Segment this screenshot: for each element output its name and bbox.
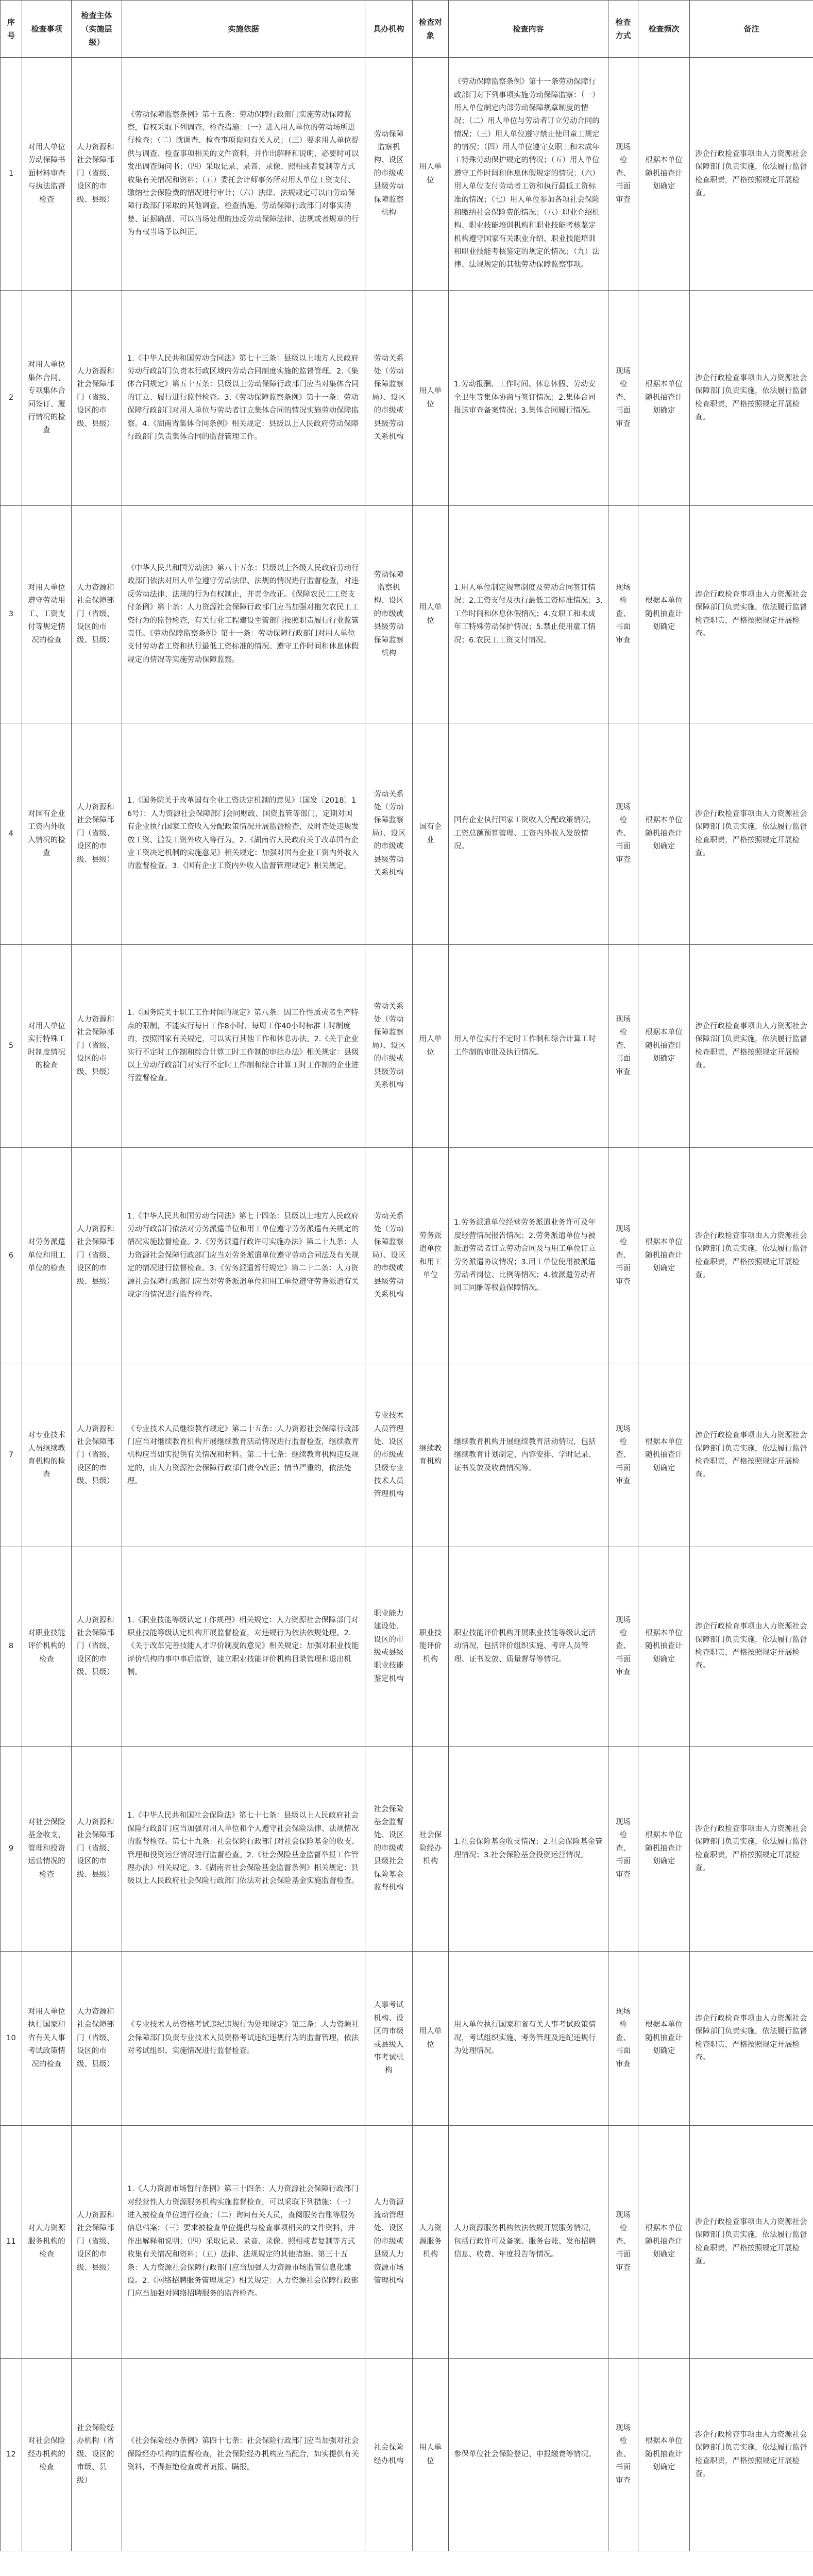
inspection-content-cell: 继续教育机构开展继续教育活动情况，包括继续教育计划制定、内容安排、学时记录、证书发放及收费情况等。 — [449, 1364, 608, 1547]
inspection-item-cell: 对社会保险基金收支、管理和投资运营情况的检查 — [22, 1747, 72, 1952]
table-row — [1, 2359, 813, 2551]
table-row — [1, 1148, 813, 1364]
remarks-cell: 涉企行政检查事项由人力资源社会保障部门负责实施，依法履行监督检查职责，严格按照规定开展检查。 — [690, 58, 813, 291]
inspection-frequency-cell: 根据本单位随机抽查计划确定 — [638, 2126, 690, 2359]
inspection-item-cell: 对用人单位执行国家和省有关人事考试政策情况的检查 — [22, 1952, 72, 2126]
remarks-cell: 涉企行政检查事项由人力资源社会保障部门负责实施，依法履行监督检查职责，严格按照规定开展检查。 — [690, 1148, 813, 1364]
basis-text-cell: 1.《中华人民共和国社会保险法》第七十七条：县级以上人民政府社会保险行政部门应当加强对用人单位和个人遵守社会保险法律、法规情况的监督检查。第七十九条：社会保险行政部门对社会保险基金的收支、管理和投资运营情况进行监督检查。2.《社会保险基金监督举报工作管理办法》相关规定。3.《湖南省社会保险基金监督条例》相关规定：县级以上人民政府社会保险行政部门依法对社会保险基金实施监督检查。 — [122, 1747, 365, 1952]
handling-body-cell: 专业技术人员管理处、设区的市级或县级专业技术人员管理机构 — [365, 1364, 413, 1547]
basis-text-cell: 《社会保险经办条例》第四十七条：社会保险行政部门应当加强对社会保险经办机构的监督检查，社会保险经办机构应当配合，如实提供有关资料，不得拒绝检查或者谎报、瞒报。 — [122, 2359, 365, 2551]
header-inspection-content: 检查内容 — [449, 1, 608, 58]
inspection-object-cell: 继续教育机构 — [413, 1364, 449, 1547]
inspection-level-cell: 人力资源和社会保障部门（省级、设区的市级、县级） — [72, 723, 122, 945]
row-index-cell: 10 — [1, 1952, 22, 2126]
inspection-item-cell: 对职业技能评价机构的检查 — [22, 1547, 72, 1747]
inspection-level-cell: 人力资源和社会保障部门（省级、设区的市级、县级） — [72, 2126, 122, 2359]
row-index-cell: 1 — [1, 58, 22, 291]
table-row — [1, 723, 813, 945]
row-index-cell: 4 — [1, 723, 22, 945]
inspection-content-cell: 1.用人单位制定规章制度及劳动合同签订情况；2.工资支付及执行最低工资标准情况；3.工作时间和休息休假情况；4.女职工和未成年工特殊劳动保护情况；5.禁止使用童工情况；6.农民工工资支付情况。 — [449, 506, 608, 723]
inspection-method-cell: 现场检查、书面审查 — [608, 723, 638, 945]
inspection-content-cell: 用人单位执行国家和省有关人事考试政策情况，考试组织实施、考务管理及违纪违规行为处理情况。 — [449, 1952, 608, 2126]
handling-body-cell: 劳动关系处（劳动保障监察局）、设区的市级或县级劳动关系机构 — [365, 945, 413, 1148]
inspection-frequency-cell: 根据本单位随机抽查计划确定 — [638, 1364, 690, 1547]
table-row — [1, 1364, 813, 1547]
basis-text-cell: 《劳动保障监察条例》第十五条：劳动保障行政部门实施劳动保障监察，有权采取下列调查、检查措施：（一）进入用人单位的劳动场所进行检查；（二）就调查、检查事项询问有关人员；（三）要求用人单位提供与调查、检查事项相关的文件资料，并作出解释和说明，必要时可以发出调查询问书；（四）采取记录、录音、录像、照相或者复制等方式收集有关情况和资料；（五）委托会计师事务所对用人单位工资支付、缴纳社会保险费的情况进行审计；（六）法律、法规规定可以由劳动保障行政部门采取的其他调查、检查措施。劳动保障行政部门对事实清楚、证据确凿、可以当场处理的违反劳动保障法律、法规或者规章的行为有权当场予以纠正。 — [122, 58, 365, 291]
basis-text-cell: 《专业技术人员继续教育规定》第二十五条：人力资源社会保障行政部门应当对继续教育机构开展继续教育活动情况进行监督检查，继续教育机构应当如实提供有关情况和材料。第二十七条：继续教育机构违反规定的，由人力资源社会保障行政部门责令改正；情节严重的，依法处理。 — [122, 1364, 365, 1547]
inspection-method-cell: 现场检查、书面审查 — [608, 1747, 638, 1952]
header-basis: 实施依据 — [122, 1, 365, 58]
table-row — [1, 506, 813, 723]
inspection-frequency-cell: 根据本单位随机抽查计划确定 — [638, 723, 690, 945]
basis-text-cell: 1.《人力资源市场暂行条例》第三十四条：人力资源社会保障行政部门对经营性人力资源服务机构实施监督检查，可以采取下列措施：（一）进入被检查单位进行检查；（二）询问有关人员，查阅服务台账等服务信息档案；（三）要求被检查单位提供与检查事项相关的文件资料，并作出解释和说明；（四）采取记录、录音、录像、照相或者复制等方式收集有关情况和资料；（五）法律、法规规定的其他措施。第三十五条：人力资源社会保障行政部门应当加强人力资源市场监管信息化建设。2.《网络招聘服务管理规定》相关规定：人力资源社会保障行政部门应当加强对网络招聘服务的监督检查。 — [122, 2126, 365, 2359]
inspection-level-cell: 人力资源和社会保障部门（省级、设区的市级、县级） — [72, 58, 122, 291]
inspection-frequency-cell: 根据本单位随机抽查计划确定 — [638, 506, 690, 723]
inspection-content-cell: 参保单位社会保险登记、申报缴费等情况。 — [449, 2359, 608, 2551]
header-inspection-item: 检查事项 — [22, 1, 72, 58]
handling-body-cell: 劳动关系处（劳动保障监察局）、设区的市级或县级劳动关系机构 — [365, 1148, 413, 1364]
inspection-method-cell: 现场检查、书面审查 — [608, 1952, 638, 2126]
row-index-cell: 2 — [1, 291, 22, 506]
handling-body-cell: 职业能力建设处、设区的市级或县级职业技能鉴定机构 — [365, 1547, 413, 1747]
inspection-item-cell: 对用人单位集体合同、专项集体合同签订、履行情况的检查 — [22, 291, 72, 506]
inspection-level-cell: 人力资源和社会保障部门（省级、设区的市级、县级） — [72, 1952, 122, 2126]
inspection-frequency-cell: 根据本单位随机抽查计划确定 — [638, 291, 690, 506]
handling-body-cell: 人事考试机构、设区的市级或县级人事考试机构 — [365, 1952, 413, 2126]
inspection-method-cell: 现场检查、书面审查 — [608, 1364, 638, 1547]
handling-body-cell: 社会保险经办机构 — [365, 2359, 413, 2551]
inspection-frequency-cell: 根据本单位随机抽查计划确定 — [638, 2359, 690, 2551]
inspection-method-cell: 现场检查、书面审查 — [608, 58, 638, 291]
inspection-method-cell: 现场检查、书面审查 — [608, 2359, 638, 2551]
row-index-cell: 7 — [1, 1364, 22, 1547]
remarks-cell: 涉企行政检查事项由人力资源社会保障部门负责实施，依法履行监督检查职责，严格按照规定开展检查。 — [690, 506, 813, 723]
table-row — [1, 58, 813, 291]
header-inspection-method: 检查方式 — [608, 1, 638, 58]
inspection-frequency-cell: 根据本单位随机抽查计划确定 — [638, 1547, 690, 1747]
inspection-level-cell: 社会保险经办机构（省级、设区的市级、县级） — [72, 2359, 122, 2551]
basis-text-cell: 1.《国务院关于职工工作时间的规定》第八条：因工作性质或者生产特点的限制，不能实行每日工作8小时、每周工作40小时标准工时制度的，按照国家有关规定，可以实行其他工作和休息办法。2.《关于企业实行不定时工作制和综合计算工时工作制的审批办法》相关规定：县级以上劳动行政部门对实行不定时工作制和综合计算工时工作制的企业进行监督检查。 — [122, 945, 365, 1148]
inspection-level-cell: 人力资源和社会保障部门（省级、设区的市级、县级） — [72, 1547, 122, 1747]
inspection-level-cell: 人力资源和社会保障部门（省级、设区的市级、县级） — [72, 506, 122, 723]
inspection-method-cell: 现场检查、书面审查 — [608, 291, 638, 506]
inspection-object-cell: 用人单位 — [413, 945, 449, 1148]
inspection-item-cell: 对国有企业工资内外收入情况的检查 — [22, 723, 72, 945]
inspection-item-cell: 对人力资源服务机构的检查 — [22, 2126, 72, 2359]
handling-body-cell: 劳动关系处（劳动保障监察局）、设区的市级或县级劳动关系机构 — [365, 291, 413, 506]
remarks-cell: 涉企行政检查事项由人力资源社会保障部门负责实施，依法履行监督检查职责，严格按照规定开展检查。 — [690, 945, 813, 1148]
handling-body-cell: 劳动保障监察机构、设区的市级或县级劳动保障监察机构 — [365, 58, 413, 291]
header-handling-body: 具办机构 — [365, 1, 413, 58]
row-index-cell: 8 — [1, 1547, 22, 1747]
inspection-frequency-cell: 根据本单位随机抽查计划确定 — [638, 1747, 690, 1952]
inspection-item-cell: 对用人单位劳动保障书面材料审查与执法监督检查 — [22, 58, 72, 291]
remarks-cell: 涉企行政检查事项由人力资源社会保障部门负责实施，依法履行监督检查职责，严格按照规定开展检查。 — [690, 291, 813, 506]
header-index: 序号 — [1, 1, 22, 58]
inspection-object-cell: 用人单位 — [413, 58, 449, 291]
inspection-method-cell: 现场检查、书面审查 — [608, 506, 638, 723]
inspection-method-cell: 现场检查、书面审查 — [608, 2126, 638, 2359]
inspection-object-cell: 劳务派遣单位和用工单位 — [413, 1148, 449, 1364]
basis-text-cell: 《中华人民共和国劳动法》第八十五条：县级以上各级人民政府劳动行政部门依法对用人单位遵守劳动法律、法规的情况进行监督检查，对违反劳动法律、法规的行为有权制止，并责令改正。《保障农民工工资支付条例》第十条：人力资源社会保障行政部门应当加强对拖欠农民工工资行为的监督检查，有关行业工程建设主管部门按照职责履行行业监管责任。《劳动保障监察条例》第十一条：劳动保障行政部门对用人单位支付劳动者工资和执行最低工资标准的情况、遵守工作时间和休息休假规定的情况等实施劳动保障监察。 — [122, 506, 365, 723]
inspection-item-cell: 对专业技术人员继续教育机构的检查 — [22, 1364, 72, 1547]
remarks-cell: 涉企行政检查事项由人力资源社会保障部门负责实施，依法履行监督检查职责，严格按照规定开展检查。 — [690, 1364, 813, 1547]
inspection-frequency-cell: 根据本单位随机抽查计划确定 — [638, 1148, 690, 1364]
basis-text-cell: 1.《中华人民共和国劳动合同法》第七十三条：县级以上地方人民政府劳动行政部门负责本行政区域内劳动合同制度实施的监督管理。2.《集体合同规定》第五十五条：县级以上劳动保障行政部门应当对集体合同的订立、履行进行监督检查。3.《劳动保障监察条例》第十一条：劳动保障行政部门对用人单位与劳动者订立集体合同的情况实施劳动保障监察。4.《湖南省集体合同条例》相关规定：县级以上人民政府劳动保障行政部门负责集体合同的监督管理工作。 — [122, 291, 365, 506]
inspection-level-cell: 人力资源和社会保障部门（省级、设区的市级、县级） — [72, 1364, 122, 1547]
inspection-level-cell: 人力资源和社会保障部门（省级、设区的市级、县级） — [72, 945, 122, 1148]
inspection-content-cell: 职业技能评价机构开展职业技能等级认定活动情况，包括评价组织实施、考评人员管理、证书发放、质量督导等情况。 — [449, 1547, 608, 1747]
basis-text-cell: 1.《国务院关于改革国有企业工资决定机制的意见》（国发〔2018〕16号）：人力资源社会保障部门会同财政、国资监管等部门，定期对国有企业执行国家工资收入分配政策情况开展监督检查，及时查处违规发放工资、滥发工资外收入等行为。2.《湖南省人民政府关于改革国有企业工资决定机制的实施意见》相关规定：加强对国有企业工资内外收入的监督检查。3.《国有企业工资内外收入监督管理规定》相关规定。 — [122, 723, 365, 945]
inspection-content-cell: 1.劳动报酬、工作时间、休息休假、劳动安全卫生等集体协商与签订情况；2.集体合同报送审查备案情况；3.集体合同履行情况。 — [449, 291, 608, 506]
inspection-object-cell: 职业技能评价机构 — [413, 1547, 449, 1747]
inspection-content-cell: 1.社会保险基金收支情况；2.社会保险基金管理情况；3.社会保险基金投资运营情况。 — [449, 1747, 608, 1952]
inspection-level-cell: 人力资源和社会保障部门（省级、设区的市级、县级） — [72, 1148, 122, 1364]
row-index-cell: 6 — [1, 1148, 22, 1364]
header-inspection-frequency: 检查频次 — [638, 1, 690, 58]
inspection-object-cell: 用人单位 — [413, 506, 449, 723]
row-index-cell: 11 — [1, 2126, 22, 2359]
header-remarks: 备注 — [690, 1, 813, 58]
table-row — [1, 945, 813, 1148]
remarks-cell: 涉企行政检查事项由人力资源社会保障部门负责实施，依法履行监督检查职责，严格按照规定开展检查。 — [690, 2359, 813, 2551]
inspection-method-cell: 现场检查、书面审查 — [608, 1148, 638, 1364]
table-row — [1, 2126, 813, 2359]
inspection-item-cell: 对用人单位实行特殊工时制度情况的检查 — [22, 945, 72, 1148]
inspection-object-cell: 国有企业 — [413, 723, 449, 945]
inspection-frequency-cell: 根据本单位随机抽查计划确定 — [638, 58, 690, 291]
basis-text-cell: 《专业技术人员资格考试违纪违规行为处理规定》第三条：人力资源社会保障部门负责专业技术人员资格考试违纪违规行为的监督管理，依法对考试组织、实施情况进行监督检查。 — [122, 1952, 365, 2126]
inspection-level-cell: 人力资源和社会保障部门（省级、设区的市级、县级） — [72, 291, 122, 506]
inspection-item-cell: 对社会保险经办机构的检查 — [22, 2359, 72, 2551]
handling-body-cell: 劳动保障监察机构、设区的市级或县级劳动保障监察机构 — [365, 506, 413, 723]
inspection-item-cell: 对用人单位遵守劳动用工、工资支付等规定情况的检查 — [22, 506, 72, 723]
handling-body-cell: 劳动关系处（劳动保障监察局）、设区的市级或县级劳动关系机构 — [365, 723, 413, 945]
inspection-level-cell: 人力资源和社会保障部门（省级、设区的市级、县级） — [72, 1747, 122, 1952]
row-index-cell: 9 — [1, 1747, 22, 1952]
basis-text-cell: 1.《职业技能等级认定工作规程》相关规定：人力资源社会保障部门对职业技能等级认定机构开展监督检查，对违规行为依法依规处理。2.《关于改革完善技能人才评价制度的意见》相关规定：加强对职业技能评价机构的事中事后监管，建立职业技能评价机构目录管理和退出机制。 — [122, 1547, 365, 1747]
table-row — [1, 1747, 813, 1952]
inspection-frequency-cell: 根据本单位随机抽查计划确定 — [638, 945, 690, 1148]
header-inspection-level: 检查主体（实施层级） — [72, 1, 122, 58]
remarks-cell: 涉企行政检查事项由人力资源社会保障部门负责实施，依法履行监督检查职责，严格按照规定开展检查。 — [690, 2126, 813, 2359]
handling-body-cell: 社会保险基金监督处、设区的市级或县级社会保险基金监督机构 — [365, 1747, 413, 1952]
table-header-row — [1, 1, 813, 58]
table-row — [1, 1547, 813, 1747]
remarks-cell: 涉企行政检查事项由人力资源社会保障部门负责实施，依法履行监督检查职责，严格按照规定开展检查。 — [690, 723, 813, 945]
table-row — [1, 291, 813, 506]
row-index-cell: 5 — [1, 945, 22, 1148]
inspection-method-cell: 现场检查、书面审查 — [608, 1547, 638, 1747]
inspection-content-cell: 1.劳务派遣单位经营劳务派遣业务许可及年度经营情况报告情况；2.劳务派遣单位与被派遣劳动者订立劳动合同及与用工单位订立劳务派遣协议情况；3.用工单位使用被派遣劳动者岗位、比例等情况；4.被派遣劳动者同工同酬等权益保障情况。 — [449, 1148, 608, 1364]
inspection-object-cell: 用人单位 — [413, 291, 449, 506]
inspection-content-cell: 用人单位实行不定时工作制和综合计算工时工作制的审批及执行情况。 — [449, 945, 608, 1148]
handling-body-cell: 人力资源流动管理处、设区的市级或县级人力资源市场管理机构 — [365, 2126, 413, 2359]
inspection-object-cell: 社会保险经办机构 — [413, 1747, 449, 1952]
row-index-cell: 12 — [1, 2359, 22, 2551]
remarks-cell: 涉企行政检查事项由人力资源社会保障部门负责实施，依法履行监督检查职责，严格按照规定开展检查。 — [690, 1547, 813, 1747]
inspection-content-cell: 《劳动保障监察条例》第十一条劳动保障行政部门对下列事项实施劳动保障监察：（一）用人单位制定内部劳动保障规章制度的情况；（二）用人单位与劳动者订立劳动合同的情况；（三）用人单位遵守禁止使用童工规定的情况；（四）用人单位遵守女职工和未成年工特殊劳动保护规定的情况；（五）用人单位遵守工作时间和休息休假规定的情况；（六）用人单位支付劳动者工资和执行最低工资标准的情况；（七）用人单位参加各项社会保险和缴纳社会保险费的情况；（八）职业介绍机构、职业技能培训机构和职业技能考核鉴定机构遵守国家有关职业介绍、职业技能培训和职业技能考核鉴定的规定的情况；（九）法律、法规规定的其他劳动保障监察事项。 — [449, 58, 608, 291]
inspection-object-cell: 用人单位 — [413, 1952, 449, 2126]
inspection-method-cell: 现场检查、书面审查 — [608, 945, 638, 1148]
inspection-object-cell: 用人单位 — [413, 2359, 449, 2551]
inspection-object-cell: 人力资源服务机构 — [413, 2126, 449, 2359]
basis-text-cell: 1.《中华人民共和国劳动合同法》第七十四条：县级以上地方人民政府劳动行政部门依法对劳务派遣单位和用工单位遵守劳务派遣有关规定的情况实施监督检查。2.《劳务派遣行政许可实施办法》第二十九条：人力资源社会保障行政部门应当对劳务派遣单位遵守劳动合同法及有关规定的情况进行监督检查。3.《劳务派遣暂行规定》第二十二条：人力资源社会保障行政部门应当对劳务派遣单位和用工单位遵守劳务派遣有关规定的情况进行监督检查。 — [122, 1148, 365, 1364]
inspection-frequency-cell: 根据本单位随机抽查计划确定 — [638, 1952, 690, 2126]
row-index-cell: 3 — [1, 506, 22, 723]
inspection-content-cell: 国有企业执行国家工资收入分配政策情况，工资总额预算管理、工资内外收入发放情况。 — [449, 723, 608, 945]
remarks-cell: 涉企行政检查事项由人力资源社会保障部门负责实施，依法履行监督检查职责，严格按照规定开展检查。 — [690, 1747, 813, 1952]
table-row — [1, 1952, 813, 2126]
header-inspection-object: 检查对象 — [413, 1, 449, 58]
inspection-content-cell: 人力资源服务机构依法依规开展服务情况，包括行政许可及备案、服务台账、发布招聘信息、收费、年度报告等情况。 — [449, 2126, 608, 2359]
inspection-item-cell: 对劳务派遣单位和用工单位的检查 — [22, 1148, 72, 1364]
remarks-cell: 涉企行政检查事项由人力资源社会保障部门负责实施，依法履行监督检查职责，严格按照规定开展检查。 — [690, 1952, 813, 2126]
